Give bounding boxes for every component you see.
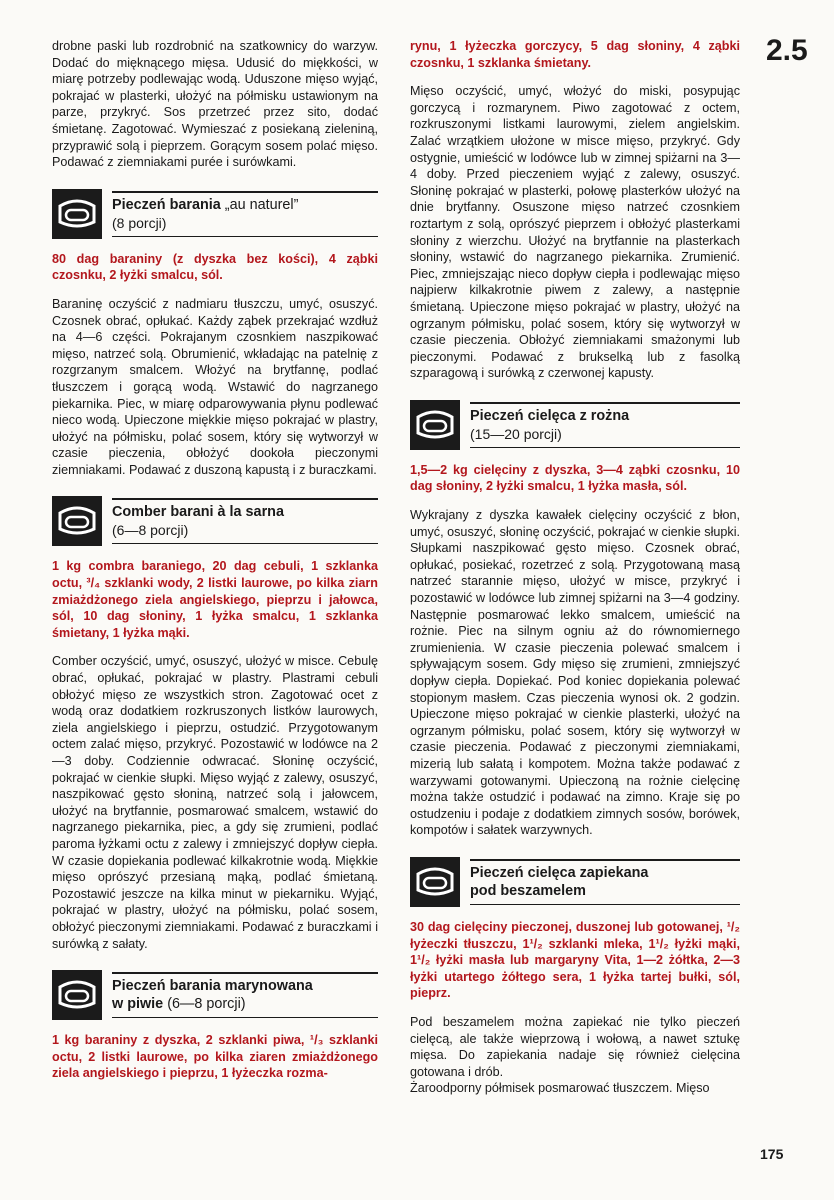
recipe-title-line2: pod beszamelem [470,882,586,899]
recipe-ingredients: 1 kg baraniny z dyszka, 2 szklanki piwa, ¹/₃ szklanki octu, 2 listki laurowe, po kilka ziaren zmiażdżonego ziela angielskiego i pieprzu, 1 łyżeczka rozma- [52,1033,378,1081]
recipe-method: Mięso oczyścić, umyć, włożyć do miski, posypując gorczycą i rozmarynem. Piwo zagotować z octem, rozkruszonymi listkami laurowymi, zielem angielskim. Zalać wrzątkiem ułożone w misce mięso, przykryć. Gdy ostygnie, umieścić w lodówce lub w zimnej spiżarni na 3—4 doby. Przed pieczeniem wyjąć z zalewy, osuszyć. Słoninę pokrajać w plasterki, połowę plasterków ułożyć na dnie brytfanny. Osuszone mięso natrzeć czosnkiem roztartym z solą, oprószyć pieprzem i obłożyć plasterkami słoniny z wierzchu. Ułożyć na brytfannie na plasterkach słoniny, wstawić do nagrzanego piekarnika. Zrumienić. Piec, zmniejszając nieco dopływ ciepła i podlewając mięso najpierw kilkakrotnie piwem z zalewy, a następnie śmietaną. Upieczone mięso pokrajać w plastry, ułożyć na ogrzanym półmisku, polać sosem, który się wytworzył w czasie pieczenia. Obłożyć ziemniakami smażonymi lub pieczonymi. Podawać z brukselką lub z fasolką szparagową i surówką z czerwonej kapusty. [410,84,740,381]
recipe-header-comber-barani [52,496,378,546]
roasting-pan-icon [52,496,102,546]
recipe-title: Comber barani à la sarna [112,504,284,521]
recipe-title: Pieczeń barania „au naturel” [112,196,299,213]
recipe-method: Comber oczyścić, umyć, osuszyć, ułożyć w misce. Cebulę obrać, opłukać, pokrajać w plastry. Plastrami cebuli obłożyć mięso ze wszystkich stron. Zagotować ocet z wodą oraz dodatkiem rozkruszonych listków laurowych, ziela angielskiego i pieprzu, ostudzić. Przygotowanym octem zalać mięso, przykryć. Pozostawić w lodówce na 2—3 doby. Codziennie odwracać. Słoninę oczyścić, pokrajać w cienkie słupki. Mięso wyjąć z zalewy, osuszyć, naszpikować gęsto słoniną, natrzeć solą i jałowcem, ułożyć na brytfannie, posmarować smalcem, wstawić do nagrzanego piekarnika, piec, a gdy się zrumieni, podlać paroma łyżkami octu z zalewy i zmniejszyć dopływ ciepła. W czasie dopiekania podlewać kilkakrotnie wodą. Miękkie mięso oprószyć przesianą mąką, podlać śmietaną. Pozostawić jeszcze na kilka minut w piekarniku. Wyjąć, pokrajać w plastry, ułożyć na półmisku, polać sosem, obłożyć pieczonymi ziemniakami. Podawać z buraczkami i surówką z sałaty. [52,654,378,951]
recipe-header-pieczen-marynowana [52,970,378,1020]
recipe-header-pieczen-cieleca-z-rozna [410,400,740,450]
recipe-method: Baraninę oczyścić z nadmiaru tłuszczu, umyć, osuszyć. Czosnek obrać, opłukać. Każdy ząbek przekrajać wzdłuż na 4—6 części. Pokrajanym czosnkiem naszpikować mięso, natrzeć solą. Obrumienić, wkładając na patelnię z rozgrzanym smalcem. Włożyć na brytfannę, podlać tłuszczem i gorącą wodą. Wstawić do nagrzanego piekarnika. Piec, w miarę odparowywania płynu podlewać nieco wodą. Upieczone miękkie mięso pokrajać w plastry, ułożyć na półmisku, polać sosem, który się wytworzył w czasie pieczenia, obłożyć dookoła pieczonymi ziemniakami. Podawać z duszoną kapustą i z buraczkami. [52,296,378,477]
recipe-portions: (6—8 porcji) [112,522,189,539]
recipe-ingredients: 30 dag cielęciny pieczonej, duszonej lub gotowanej, ¹/₂ łyżeczki tłuszczu, 1¹/₂ szklanki mleka, 1¹/₂ łyżki mąki, 1¹/₂ łyżki masła lub margaryny Vita, 1—2 żółtka, 2—3 łyżki utartego żółtego sera, 1 łyżka tartej bułki, sól, pieprz. [410,919,740,1001]
recipe-title-line2: w piwie (6—8 porcji) [112,996,246,1013]
recipe-title: Pieczeń cielęca zapiekana [470,864,649,881]
recipe-ingredients: 1,5—2 kg cielęciny z dyszka, 3—4 ząbki czosnku, 10 dag słoniny, 2 łyżki smalcu, 1 łyżka masła, sól. [410,462,740,494]
recipe-header-pieczen-barania [52,189,378,239]
recipe-method: Wykrajany z dyszka kawałek cielęciny oczyścić z błon, umyć, osuszyć, słoninę oczyścić, pokrajać w cienkie słupki. Słupkami naszpikować gęsto mięso. Czosnek obrać, opłukać, posiekać, rozetrzeć z solą. Przygotowaną masą natrzeć starannie mięso, ułożyć w misce, przykryć i pozostawić w lodówce lub zimnej spiżarni na 3—4 godziny. Następnie posmarować lekko smalcem, umieścić na rożnie. Piec na silnym ogniu aż do równomiernego zrumienienia. W czasie pieczenia polewać smalcem i spływającym sosem. Gdy mięso się zrumieni, zmniejszyć dopływ ciepła. Dopiekać. Pod koniec dopiekania polewać stopionym masłem. Czas pieczenia wynosi ok. 2 godzin. Upieczone mięso pokrajać w cienkie plasterki, ułożyć na ogrzanym półmisku, polać sosem, który się wytworzył w czasie pieczenia. Podawać z pieczonymi ziemniakami, mizerią lub sałatą i kompotem. Można także podawać z warzywami gotowanymi. Upieczoną na rożnie cielęcinę można także ostudzić i podawać na zimno. Kraje się po ostudzeniu i podaje z dodatkiem zimnych sosów, borówek, kompotów i sałatek warzywnych. [410,508,740,838]
left-column [52,38,378,1094]
recipe-ingredients: 1 kg combra baraniego, 20 dag cebuli, 1 szklanka octu, ³/₄ szklanki wody, 2 listki laurowe, po kilka ziarn zmiażdżonego ziela angielskiego, pieprzu i jałowca, sól, 10 dag słoniny, 1 łyżka smalcu, 1 szklanka śmietany, 1 łyżka mąki. [52,559,378,640]
roasting-pan-icon [52,970,102,1020]
recipe-ingredients: 80 dag baraniny (z dyszka bez kości), 4 ząbki czosnku, 2 łyżki smalcu, sól. [52,251,378,283]
recipe-title: Pieczeń cielęca z rożna [470,407,630,424]
recipe-portions: (15—20 porcji) [470,425,562,442]
roasting-pan-icon [410,400,460,450]
recipe-method: Pod beszamelem można zapiekać nie tylko pieczeń cielęcą, ale także wieprzową i wołową, a nawet sztukę mięsa. Do zapiekania nadaje się również cielęcina gotowana i drób. [410,1014,740,1079]
roasting-pan-icon [410,857,460,907]
recipe-portions: (8 porcji) [112,214,167,231]
recipe-method-continued: Żaroodporny półmisek posmarować tłuszczem. Mięso [410,1081,710,1096]
roasting-pan-icon [52,189,102,239]
recipe-ingredients-continued: rynu, 1 łyżeczka gorczycy, 5 dag słoniny, 4 ząbki czosnku, 1 szklanka śmietany. [410,39,740,70]
recipe-title: Pieczeń barania marynowana [112,978,313,995]
intro-paragraph: drobne paski lub rozdrobnić na szatkownicy do warzyw. Dodać do mięknącego mięsa. Udusić do miękkości, w miarę potrzeby podlewając wodą. Uduszone mięso wyjąć, pokrajać w plasterki, ułożyć na półmisku ustawionym na parze, przykryć. Sos przetrzeć przez sito, dodać śmietanę. Zagotować. Wymieszać z posiekaną zieleniną, przyprawić solą i pieprzem. Gorącym sosem polać mięso. Podawać z ziemniakami purée i surówkami. [52,39,378,170]
page-number: 175 [760,1146,784,1162]
right-column [410,38,740,1109]
recipe-header-pieczen-cieleca-zapiekana [410,857,740,907]
section-number: 2.5 [766,34,808,67]
